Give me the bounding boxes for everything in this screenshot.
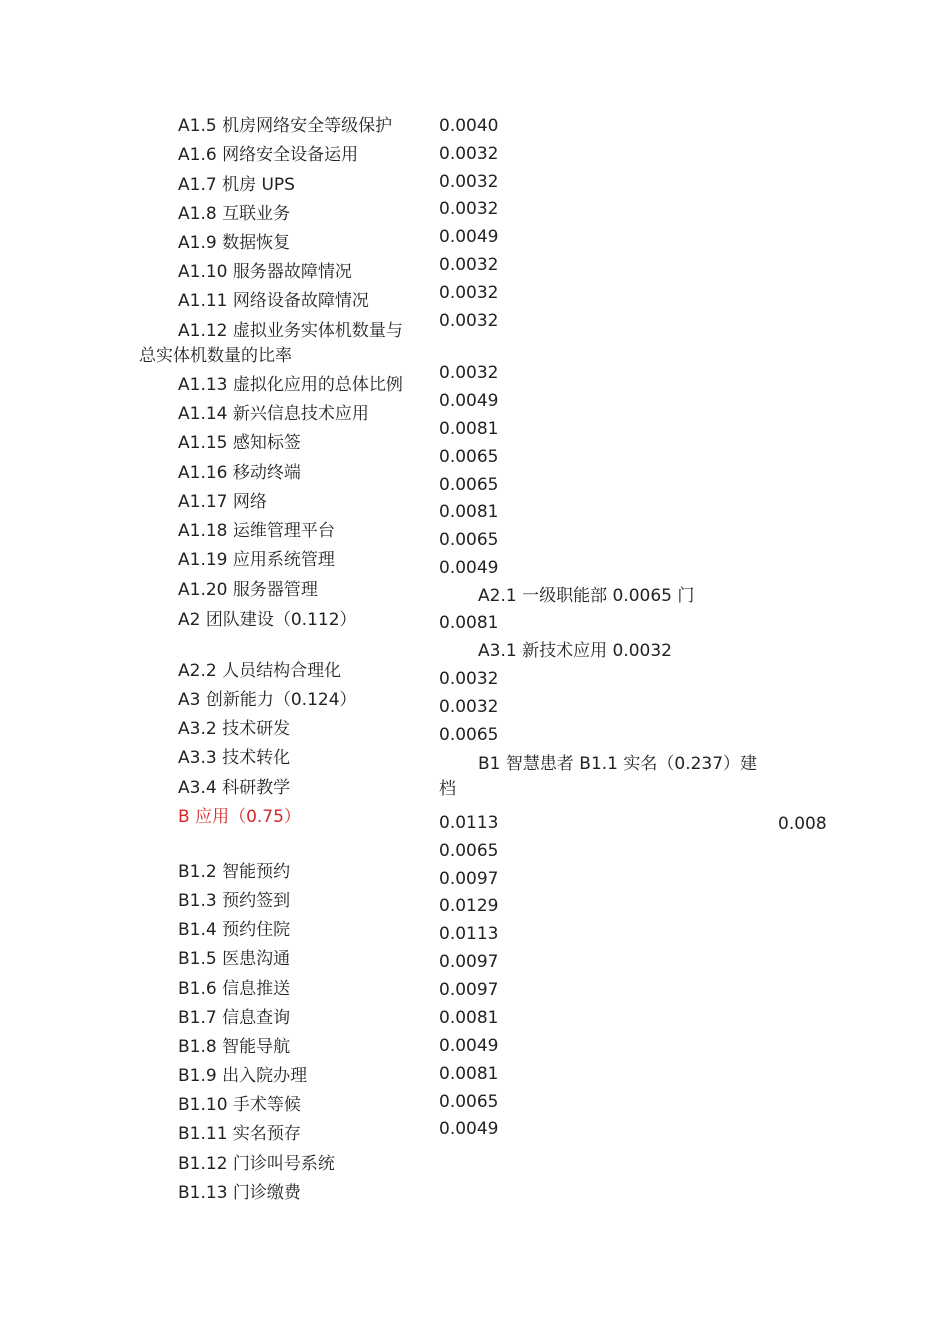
weight-value: 0.0081 (439, 419, 499, 439)
clipped-value-fragment: 0.008 (778, 814, 827, 829)
indicator-b1-3: B1.3 预约签到 (178, 891, 291, 911)
weight-value: 0.0049 (439, 227, 499, 247)
weight-value: 0.0113 (439, 924, 499, 944)
weight-value: 0.0049 (439, 391, 499, 411)
indicator-b1-line2: 档 (439, 779, 456, 799)
indicator-a3-1: A3.1 新技术应用 0.0032 (478, 641, 672, 661)
indicator-a3-2: A3.2 技术研发 (178, 719, 291, 739)
weight-value: 0.0097 (439, 980, 499, 1000)
indicator-a1-18: A1.18 运维管理平台 (178, 521, 335, 541)
indicator-a1-12-line2: 总实体机数量的比率 (139, 346, 292, 366)
indicator-b1-12: B1.12 门诊叫号系统 (178, 1154, 335, 1174)
indicator-a1-16: A1.16 移动终端 (178, 463, 301, 483)
indicator-b1-11: B1.11 实名预存 (178, 1124, 301, 1144)
indicator-a2-2: A2.2 人员结构合理化 (178, 661, 342, 681)
indicator-b1-8: B1.8 智能导航 (178, 1037, 291, 1057)
weight-value: 0.0032 (439, 199, 499, 219)
weight-value: 0.0049 (439, 1036, 499, 1056)
weight-value: 0.0065 (439, 1092, 499, 1112)
weight-value: 0.0032 (439, 283, 499, 303)
weight-value: 0.0032 (439, 363, 499, 383)
indicator-a3-3: A3.3 技术转化 (178, 748, 291, 768)
indicator-b1-6: B1.6 信息推送 (178, 979, 291, 999)
indicator-b1-7: B1.7 信息查询 (178, 1008, 291, 1028)
indicator-a1-12-line1: A1.12 虚拟业务实体机数量与 (178, 321, 403, 341)
indicator-a1-9: A1.9 数据恢复 (178, 233, 291, 253)
weight-value: 0.0065 (439, 475, 499, 495)
weight-value: 0.0097 (439, 869, 499, 889)
indicator-b1-10: B1.10 手术等候 (178, 1095, 301, 1115)
clipped-fragment-box (778, 810, 838, 829)
indicator-a1-14: A1.14 新兴信息技术应用 (178, 404, 369, 424)
weight-value: 0.0032 (439, 172, 499, 192)
indicator-a1-10: A1.10 服务器故障情况 (178, 262, 352, 282)
indicator-b1-4: B1.4 预约住院 (178, 920, 291, 940)
indicator-b1-2: B1.2 智能预约 (178, 862, 291, 882)
indicator-a1-13: A1.13 虚拟化应用的总体比例 (178, 375, 403, 395)
indicator-a3-4: A3.4 科研教学 (178, 778, 291, 798)
weight-value: 0.0049 (439, 558, 499, 578)
weight-value: 0.0081 (439, 1008, 499, 1028)
weight-value: 0.0081 (439, 502, 499, 522)
weight-value: 0.0081 (439, 613, 499, 633)
weight-value: 0.0032 (439, 697, 499, 717)
indicator-a1-17: A1.17 网络 (178, 492, 267, 512)
weight-value: 0.0065 (439, 530, 499, 550)
weight-value: 0.0032 (439, 255, 499, 275)
indicator-a1-20: A1.20 服务器管理 (178, 580, 318, 600)
indicator-a1-8: A1.8 互联业务 (178, 204, 291, 224)
weight-value: 0.0065 (439, 725, 499, 745)
indicator-a1-6: A1.6 网络安全设备运用 (178, 145, 359, 165)
weight-value: 0.0097 (439, 952, 499, 972)
weight-value: 0.0065 (439, 841, 499, 861)
indicator-b-heading: B 应用（0.75） (178, 807, 301, 827)
indicator-a1-7: A1.7 机房 UPS (178, 175, 295, 195)
indicator-a1-5: A1.5 机房网络安全等级保护 (178, 116, 393, 136)
weight-value: 0.0040 (439, 116, 499, 136)
weight-value: 0.0032 (439, 311, 499, 331)
weight-value: 0.0065 (439, 447, 499, 467)
indicator-a1-19: A1.19 应用系统管理 (178, 550, 335, 570)
indicator-b1-9: B1.9 出入院办理 (178, 1066, 308, 1086)
indicator-a1-15: A1.15 感知标签 (178, 433, 301, 453)
indicator-b1-5: B1.5 医患沟通 (178, 949, 291, 969)
weight-value: 0.0113 (439, 813, 499, 833)
weight-value: 0.0032 (439, 669, 499, 689)
weight-value: 0.0129 (439, 896, 499, 916)
indicator-a2: A2 团队建设（0.112） (178, 610, 357, 630)
indicator-a3: A3 创新能力（0.124） (178, 690, 357, 710)
indicator-b1-line1: B1 智慧患者 B1.1 实名（0.237）建 (478, 754, 758, 774)
indicator-a2-1: A2.1 一级职能部 0.0065 门 (478, 586, 695, 606)
indicator-a1-11: A1.11 网络设备故障情况 (178, 291, 369, 311)
weight-value: 0.0049 (439, 1119, 499, 1139)
weight-value: 0.0081 (439, 1064, 499, 1084)
weight-value: 0.0032 (439, 144, 499, 164)
indicator-b1-13: B1.13 门诊缴费 (178, 1183, 301, 1203)
